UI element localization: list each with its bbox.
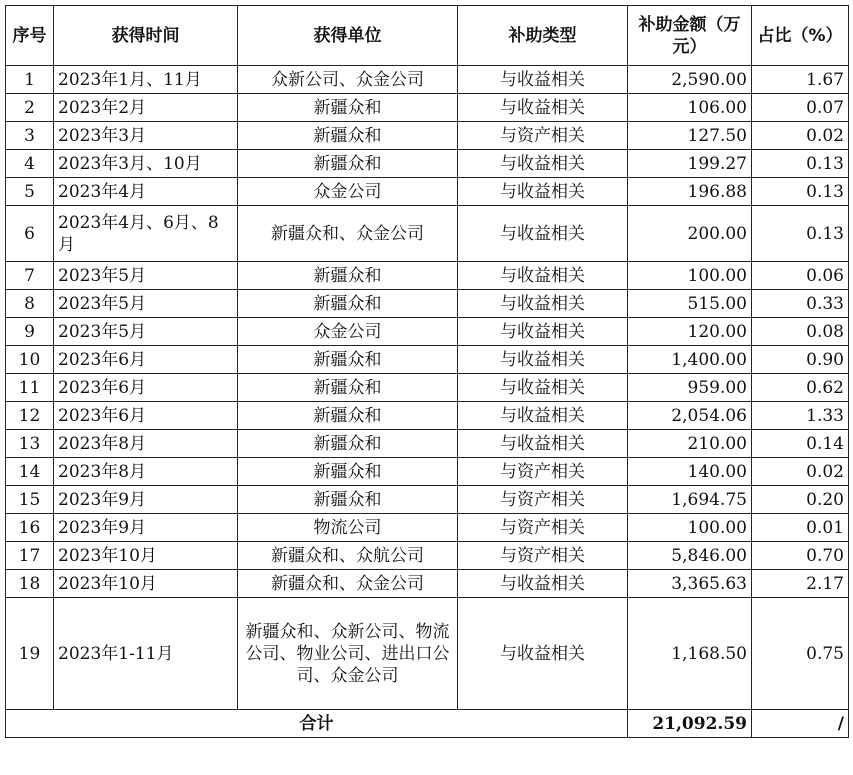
cell-percent: 0.13 <box>752 178 849 206</box>
header-index: 序号 <box>6 6 54 66</box>
cell-percent: 0.08 <box>752 318 849 346</box>
cell-index: 17 <box>6 542 54 570</box>
cell-unit: 新疆众和 <box>238 262 458 290</box>
cell-percent: 0.90 <box>752 346 849 374</box>
cell-type: 与资产相关 <box>458 486 628 514</box>
cell-unit: 新疆众和、众金公司 <box>238 570 458 598</box>
cell-type: 与资产相关 <box>458 458 628 486</box>
cell-amount: 210.00 <box>628 430 752 458</box>
cell-amount: 1,694.75 <box>628 486 752 514</box>
cell-amount: 2,054.06 <box>628 402 752 430</box>
cell-unit: 众新公司、众金公司 <box>238 66 458 94</box>
cell-type: 与收益相关 <box>458 402 628 430</box>
cell-unit: 新疆众和 <box>238 150 458 178</box>
cell-index: 18 <box>6 570 54 598</box>
cell-type: 与资产相关 <box>458 542 628 570</box>
cell-percent: 0.13 <box>752 206 849 262</box>
cell-unit: 众金公司 <box>238 318 458 346</box>
cell-amount: 106.00 <box>628 94 752 122</box>
total-amount: 21,092.59 <box>628 710 752 738</box>
cell-index: 16 <box>6 514 54 542</box>
table-row <box>6 150 849 178</box>
cell-time: 2023年9月 <box>54 486 238 514</box>
header-amount: 补助金额（万元） <box>628 6 752 66</box>
table-row <box>6 598 849 710</box>
cell-time: 2023年2月 <box>54 94 238 122</box>
cell-index: 7 <box>6 262 54 290</box>
cell-unit: 新疆众和 <box>238 94 458 122</box>
cell-type: 与收益相关 <box>458 570 628 598</box>
total-label: 合计 <box>6 710 628 738</box>
table-row <box>6 94 849 122</box>
cell-percent: 0.62 <box>752 374 849 402</box>
cell-unit: 新疆众和 <box>238 290 458 318</box>
cell-percent: 0.02 <box>752 122 849 150</box>
cell-percent: 0.07 <box>752 94 849 122</box>
cell-type: 与收益相关 <box>458 290 628 318</box>
cell-type: 与收益相关 <box>458 178 628 206</box>
cell-unit: 新疆众和 <box>238 458 458 486</box>
cell-index: 4 <box>6 150 54 178</box>
cell-amount: 140.00 <box>628 458 752 486</box>
header-type: 补助类型 <box>458 6 628 66</box>
cell-percent: 0.13 <box>752 150 849 178</box>
cell-unit: 新疆众和 <box>238 486 458 514</box>
cell-time: 2023年5月 <box>54 262 238 290</box>
table-row <box>6 402 849 430</box>
cell-percent: 1.33 <box>752 402 849 430</box>
table-row <box>6 262 849 290</box>
cell-amount: 1,168.50 <box>628 598 752 710</box>
table-row <box>6 66 849 94</box>
cell-type: 与收益相关 <box>458 150 628 178</box>
table-row <box>6 486 849 514</box>
cell-amount: 515.00 <box>628 290 752 318</box>
table-row <box>6 514 849 542</box>
table-row <box>6 122 849 150</box>
cell-time: 2023年3月、10月 <box>54 150 238 178</box>
cell-unit: 新疆众和、众金公司 <box>238 206 458 262</box>
cell-type: 与资产相关 <box>458 122 628 150</box>
cell-index: 8 <box>6 290 54 318</box>
table-row <box>6 374 849 402</box>
cell-amount: 199.27 <box>628 150 752 178</box>
total-row <box>6 710 849 738</box>
cell-type: 与收益相关 <box>458 346 628 374</box>
cell-time: 2023年9月 <box>54 514 238 542</box>
header-unit: 获得单位 <box>238 6 458 66</box>
cell-time: 2023年5月 <box>54 318 238 346</box>
cell-type: 与收益相关 <box>458 66 628 94</box>
cell-unit: 新疆众和 <box>238 374 458 402</box>
cell-amount: 100.00 <box>628 514 752 542</box>
cell-amount: 120.00 <box>628 318 752 346</box>
cell-percent: 0.70 <box>752 542 849 570</box>
cell-type: 与收益相关 <box>458 206 628 262</box>
cell-type: 与收益相关 <box>458 318 628 346</box>
cell-index: 9 <box>6 318 54 346</box>
cell-percent: 1.67 <box>752 66 849 94</box>
cell-type: 与收益相关 <box>458 430 628 458</box>
cell-time: 2023年6月 <box>54 374 238 402</box>
cell-amount: 1,400.00 <box>628 346 752 374</box>
cell-index: 10 <box>6 346 54 374</box>
cell-percent: 0.06 <box>752 262 849 290</box>
cell-percent: 0.02 <box>752 458 849 486</box>
cell-unit: 新疆众和 <box>238 346 458 374</box>
header-percent: 占比（%） <box>752 6 849 66</box>
cell-time: 2023年5月 <box>54 290 238 318</box>
cell-amount: 5,846.00 <box>628 542 752 570</box>
cell-index: 3 <box>6 122 54 150</box>
cell-amount: 3,365.63 <box>628 570 752 598</box>
cell-unit: 新疆众和 <box>238 402 458 430</box>
cell-index: 11 <box>6 374 54 402</box>
cell-time: 2023年8月 <box>54 430 238 458</box>
cell-time: 2023年1-11月 <box>54 598 238 710</box>
cell-unit: 物流公司 <box>238 514 458 542</box>
table-row <box>6 430 849 458</box>
cell-amount: 200.00 <box>628 206 752 262</box>
cell-percent: 0.14 <box>752 430 849 458</box>
cell-index: 6 <box>6 206 54 262</box>
cell-time: 2023年10月 <box>54 570 238 598</box>
cell-amount: 2,590.00 <box>628 66 752 94</box>
table-row <box>6 458 849 486</box>
cell-time: 2023年6月 <box>54 346 238 374</box>
cell-percent: 0.20 <box>752 486 849 514</box>
cell-time: 2023年1月、11月 <box>54 66 238 94</box>
cell-index: 2 <box>6 94 54 122</box>
cell-percent: 2.17 <box>752 570 849 598</box>
cell-type: 与收益相关 <box>458 374 628 402</box>
table-row <box>6 570 849 598</box>
cell-type: 与资产相关 <box>458 514 628 542</box>
cell-unit: 新疆众和、众航公司 <box>238 542 458 570</box>
cell-unit: 众金公司 <box>238 178 458 206</box>
cell-percent: 0.33 <box>752 290 849 318</box>
cell-percent: 0.01 <box>752 514 849 542</box>
cell-index: 12 <box>6 402 54 430</box>
cell-amount: 100.00 <box>628 262 752 290</box>
cell-time: 2023年4月、6月、8月 <box>54 206 238 262</box>
cell-percent: 0.75 <box>752 598 849 710</box>
subsidy-table <box>5 5 849 738</box>
cell-index: 1 <box>6 66 54 94</box>
cell-type: 与收益相关 <box>458 598 628 710</box>
cell-time: 2023年6月 <box>54 402 238 430</box>
table-row <box>6 542 849 570</box>
table-row <box>6 206 849 262</box>
cell-time: 2023年8月 <box>54 458 238 486</box>
cell-index: 19 <box>6 598 54 710</box>
cell-time: 2023年10月 <box>54 542 238 570</box>
cell-time: 2023年4月 <box>54 178 238 206</box>
cell-amount: 127.50 <box>628 122 752 150</box>
table-row <box>6 346 849 374</box>
cell-amount: 959.00 <box>628 374 752 402</box>
cell-index: 15 <box>6 486 54 514</box>
cell-unit: 新疆众和、众新公司、物流公司、物业公司、进出口公司、众金公司 <box>238 598 458 710</box>
table-row <box>6 178 849 206</box>
header-row <box>6 6 849 66</box>
cell-index: 14 <box>6 458 54 486</box>
cell-unit: 新疆众和 <box>238 122 458 150</box>
cell-amount: 196.88 <box>628 178 752 206</box>
table-row <box>6 290 849 318</box>
table-row <box>6 318 849 346</box>
cell-type: 与收益相关 <box>458 94 628 122</box>
cell-index: 13 <box>6 430 54 458</box>
cell-index: 5 <box>6 178 54 206</box>
header-time: 获得时间 <box>54 6 238 66</box>
cell-unit: 新疆众和 <box>238 430 458 458</box>
total-percent: / <box>752 710 849 738</box>
cell-time: 2023年3月 <box>54 122 238 150</box>
cell-type: 与收益相关 <box>458 262 628 290</box>
